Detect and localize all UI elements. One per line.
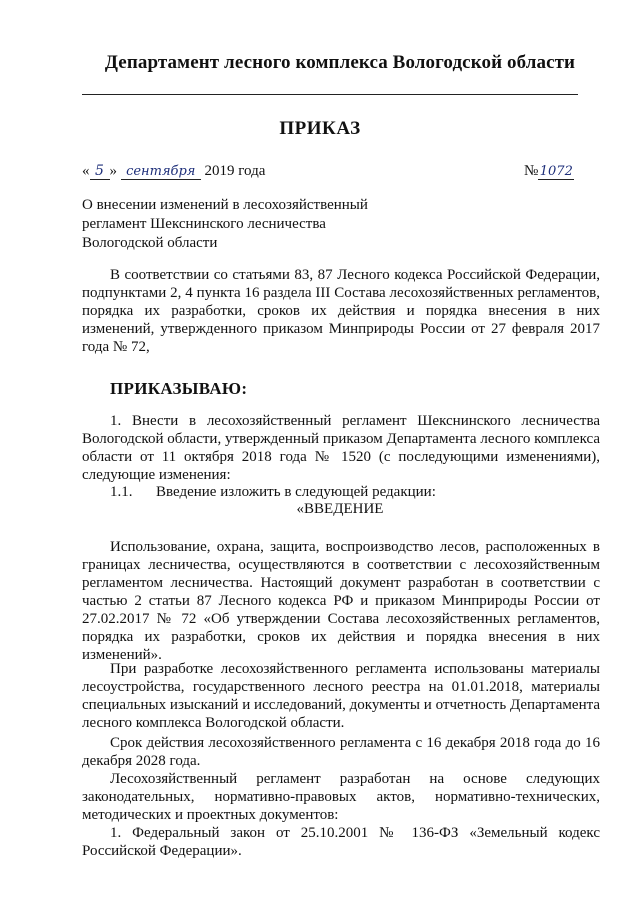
item-1-paragraph: [82, 412, 600, 484]
order-date: [82, 163, 265, 180]
introduction-heading: «ВВЕДЕНИЕ: [296, 501, 384, 517]
header-divider: [82, 94, 578, 95]
item-1-text: 1. Внести в лесохозяйственный регламент Шекснинского лесничества Вологодской области, утвержденный приказом Департамента лесного комплекса области от 11 октября 2018 года № 1520 (с последующими изменениями), следующие изменения:: [82, 413, 600, 483]
intro-paragraph-text: 1. Федеральный закон от 25.10.2001 № 136-ФЗ «Земельный кодекс Российской Федерации».: [82, 825, 600, 859]
date-year: 2019 года: [204, 163, 266, 179]
number-prefix: №: [524, 163, 539, 179]
intro-paragraph-text: При разработке лесохозяйственного регламента использованы материалы лесоустройства, государственного лесного реестра на 01.01.2018, материалы специальных изысканий и исследований, документы и отчетность Департамента лесного комплекса Вологодской области.: [82, 661, 600, 731]
intro-paragraph: [82, 770, 600, 824]
intro-paragraph: [82, 660, 600, 732]
order-directive: ПРИКАЗЫВАЮ:: [110, 379, 248, 398]
intro-paragraph: [82, 824, 600, 860]
preamble-paragraph: [82, 266, 600, 356]
order-subject: [82, 196, 368, 253]
preamble-text: В соответствии со статьями 83, 87 Лесного кодекса Российской Федерации, подпунктами 2, 4 пункта 16 раздела III Состава лесохозяйственных регламентов, порядка их разработки, сроков их действия и порядка внесения в них изменений, утвержденного приказом Минприроды России от 27 февраля 2017 года № 72,: [82, 267, 600, 355]
date-day-handwritten: 5: [90, 164, 110, 180]
order-number: [524, 163, 574, 180]
date-close-quote: »: [109, 163, 117, 179]
organization-header: Департамент лесного комплекса Вологодской области: [104, 52, 576, 73]
subject-line: О внесении изменений в лесохозяйственный: [82, 197, 368, 213]
date-month-handwritten: сентября: [121, 164, 201, 180]
intro-paragraph-text: Срок действия лесохозяйственного регламента с 16 декабря 2018 года до 16 декабря 2028 года.: [82, 735, 600, 769]
document-title: ПРИКАЗ: [279, 118, 361, 139]
intro-paragraph-text: Лесохозяйственный регламент разработан на основе следующих законодательных, нормативно-правовых актов, нормативно-технических, методических и проектных документов:: [82, 771, 600, 823]
intro-paragraph: [82, 538, 600, 664]
number-handwritten: 1072: [539, 164, 573, 179]
item-1-1: [110, 484, 436, 501]
date-open-quote: «: [82, 163, 90, 179]
item-1-1-number: 1.1.: [110, 484, 133, 500]
intro-paragraph-text: Использование, охрана, защита, воспроизводство лесов, расположенных в границах лесничества, осуществляются в соответствии с лесохозяйственным регламентом лесничества. Настоящий документ разработан в соответствии с частью 2 статьи 87 Лесного кодекса РФ и приказом Минприроды России от 27.02.2017 № 72 «Об утверждении Состава лесохозяйственных регламентов, порядка их разработки, сроков их действия и порядка внесения в них изменений».: [82, 539, 600, 663]
item-1-1-text: Введение изложить в следующей редакции:: [156, 484, 436, 500]
subject-line: регламент Шекснинского лесничества: [82, 216, 326, 232]
intro-paragraph: [82, 734, 600, 770]
subject-line: Вологодской области: [82, 235, 218, 251]
